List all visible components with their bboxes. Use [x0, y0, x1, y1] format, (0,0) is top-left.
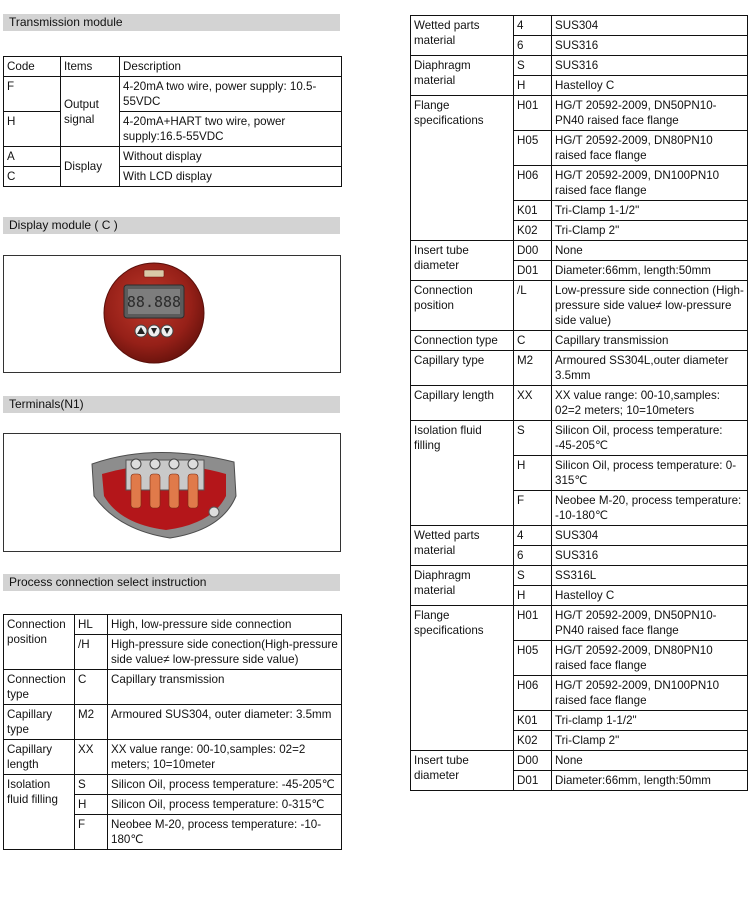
description-cell: None	[552, 241, 748, 261]
description-cell: Silicon Oil, process temperature: 0-315℃	[108, 795, 342, 815]
code-cell: C	[75, 670, 108, 705]
group-name-cell: Isolation fluid filling	[411, 421, 514, 526]
description-cell: Silicon Oil, process temperature: 0-315℃	[552, 456, 748, 491]
code-cell: K01	[514, 711, 552, 731]
right-spec-table	[410, 15, 748, 791]
description-cell: 4-20mA two wire, power supply: 10.5-55VDC	[120, 77, 342, 112]
group-name-cell: Capillary length	[411, 386, 514, 421]
code-cell: H05	[514, 641, 552, 676]
group-name-cell: Connection position	[4, 615, 75, 670]
terminal-block-illustration	[4, 434, 340, 551]
code-cell: H	[514, 456, 552, 491]
description-cell: High-pressure side conection(High-pressure side value≠ low-pressure side value)	[108, 635, 342, 670]
description-cell: Tri-Clamp 1-1/2"	[552, 201, 748, 221]
description-cell: XX value range: 00-10,samples: 02=2 meters; 10=10meter	[108, 740, 342, 775]
description-cell: Neobee M-20, process temperature: -10-180℃	[108, 815, 342, 850]
code-cell: A	[4, 147, 61, 167]
table-row	[4, 77, 342, 112]
description-cell: Hastelloy C	[552, 586, 748, 606]
group-name-cell: Wetted parts material	[411, 16, 514, 56]
description-cell: 4-20mA+HART two wire, power supply:16.5-55VDC	[120, 112, 342, 147]
table-row	[411, 421, 748, 456]
description-cell: HG/T 20592-2009, DN80PN10 raised face flange	[552, 131, 748, 166]
table-row	[411, 566, 748, 586]
terminals-image	[3, 433, 341, 552]
description-cell: Armoured SUS304, outer diameter: 3.5mm	[108, 705, 342, 740]
lcd-display-illustration	[4, 256, 340, 372]
lcd-digits: 88.888	[126, 293, 182, 311]
code-cell: 6	[514, 36, 552, 56]
description-cell: XX value range: 00-10,samples: 02=2 meters; 10=10meters	[552, 386, 748, 421]
item-cell: Display	[61, 147, 120, 187]
code-cell: D01	[514, 771, 552, 791]
group-name-cell: Insert tube diameter	[411, 751, 514, 791]
code-cell: H	[514, 586, 552, 606]
code-cell: D01	[514, 261, 552, 281]
group-name-cell: Connection type	[4, 670, 75, 705]
code-cell: H06	[514, 166, 552, 201]
group-name-cell: Connection position	[411, 281, 514, 331]
code-cell: HL	[75, 615, 108, 635]
code-cell: XX	[514, 386, 552, 421]
code-cell: D00	[514, 241, 552, 261]
table-row	[411, 386, 748, 421]
description-cell: HG/T 20592-2009, DN100PN10 raised face flange	[552, 676, 748, 711]
description-cell: Neobee M-20, process temperature: -10-180℃	[552, 491, 748, 526]
code-cell: M2	[514, 351, 552, 386]
table-row	[411, 241, 748, 261]
description-cell: Tri-Clamp 2"	[552, 731, 748, 751]
description-cell: Armoured SS304L,outer diameter 3.5mm	[552, 351, 748, 386]
code-cell: H01	[514, 606, 552, 641]
description-cell: Diameter:66mm, length:50mm	[552, 771, 748, 791]
code-cell: H	[75, 795, 108, 815]
description-cell: Tri-clamp 1-1/2"	[552, 711, 748, 731]
group-name-cell: Diaphragm material	[411, 566, 514, 606]
description-cell: SUS316	[552, 56, 748, 76]
description-cell: Silicon Oil, process temperature: -45-205℃	[552, 421, 748, 456]
table-row	[4, 740, 342, 775]
table-row	[4, 615, 342, 635]
terminals-header: Terminals(N1)	[3, 396, 340, 413]
code-cell: S	[514, 421, 552, 456]
transmission-table	[3, 56, 342, 187]
table-row	[411, 281, 748, 331]
group-name-cell: Wetted parts material	[411, 526, 514, 566]
description-cell: Low-pressure side connection (High-pressure side value≠ low-pressure side value)	[552, 281, 748, 331]
group-name-cell: Isolation fluid filling	[4, 775, 75, 850]
code-cell: C	[4, 167, 61, 187]
description-cell: SUS316	[552, 36, 748, 56]
table-row	[4, 705, 342, 740]
column-header: Description	[120, 57, 342, 77]
description-cell: SS316L	[552, 566, 748, 586]
description-cell: Without display	[120, 147, 342, 167]
code-cell: F	[75, 815, 108, 850]
group-name-cell: Diaphragm material	[411, 56, 514, 96]
description-cell: None	[552, 751, 748, 771]
code-cell: XX	[75, 740, 108, 775]
code-cell: K02	[514, 731, 552, 751]
column-header: Items	[61, 57, 120, 77]
group-name-cell: Capillary type	[4, 705, 75, 740]
code-cell: H06	[514, 676, 552, 711]
code-cell: S	[75, 775, 108, 795]
table-row	[411, 606, 748, 641]
group-name-cell: Insert tube diameter	[411, 241, 514, 281]
group-name-cell: Capillary length	[4, 740, 75, 775]
description-cell: SUS304	[552, 16, 748, 36]
table-header-row	[4, 57, 342, 77]
item-cell: Output signal	[61, 77, 120, 147]
table-row	[411, 16, 748, 36]
code-cell: K02	[514, 221, 552, 241]
code-cell: H05	[514, 131, 552, 166]
group-name-cell: Connection type	[411, 331, 514, 351]
description-cell: SUS316	[552, 546, 748, 566]
process-connection-table	[3, 614, 342, 850]
code-cell: S	[514, 566, 552, 586]
description-cell: Hastelloy C	[552, 76, 748, 96]
code-cell: F	[4, 77, 61, 112]
code-cell: F	[514, 491, 552, 526]
code-cell: /L	[514, 281, 552, 331]
code-cell: D00	[514, 751, 552, 771]
code-cell: S	[514, 56, 552, 76]
code-cell: K01	[514, 201, 552, 221]
description-cell: HG/T 20592-2009, DN50PN10-PN40 raised face flange	[552, 606, 748, 641]
display-module-image	[3, 255, 341, 373]
table-row	[4, 775, 342, 795]
group-name-cell: Flange specifications	[411, 606, 514, 751]
code-cell: /H	[75, 635, 108, 670]
table-row	[4, 670, 342, 705]
table-row	[411, 751, 748, 771]
code-cell: H	[514, 76, 552, 96]
table-row	[411, 96, 748, 131]
group-name-cell: Capillary type	[411, 351, 514, 386]
description-cell: Capillary transmission	[108, 670, 342, 705]
code-cell: 4	[514, 16, 552, 36]
code-cell: 4	[514, 526, 552, 546]
code-cell: H01	[514, 96, 552, 131]
description-cell: HG/T 20592-2009, DN50PN10-PN40 raised face flange	[552, 96, 748, 131]
code-cell: M2	[75, 705, 108, 740]
display-module-header: Display module ( C )	[3, 217, 340, 234]
description-cell: Tri-Clamp 2"	[552, 221, 748, 241]
table-row	[411, 331, 748, 351]
description-cell: Diameter:66mm, length:50mm	[552, 261, 748, 281]
description-cell: HG/T 20592-2009, DN80PN10 raised face flange	[552, 641, 748, 676]
description-cell: Silicon Oil, process temperature: -45-205℃	[108, 775, 342, 795]
column-header: Code	[4, 57, 61, 77]
description-cell: HG/T 20592-2009, DN100PN10 raised face flange	[552, 166, 748, 201]
process-connection-header: Process connection select instruction	[3, 574, 340, 591]
table-row	[411, 351, 748, 386]
description-cell: Capillary transmission	[552, 331, 748, 351]
code-cell: 6	[514, 546, 552, 566]
group-name-cell: Flange specifications	[411, 96, 514, 241]
table-row	[411, 526, 748, 546]
table-row	[4, 112, 342, 147]
table-row	[4, 167, 342, 187]
description-cell: High, low-pressure side connection	[108, 615, 342, 635]
transmission-module-header: Transmission module	[3, 14, 340, 31]
description-cell: With LCD display	[120, 167, 342, 187]
table-row	[4, 147, 342, 167]
table-row	[411, 56, 748, 76]
code-cell: H	[4, 112, 61, 147]
description-cell: SUS304	[552, 526, 748, 546]
code-cell: C	[514, 331, 552, 351]
